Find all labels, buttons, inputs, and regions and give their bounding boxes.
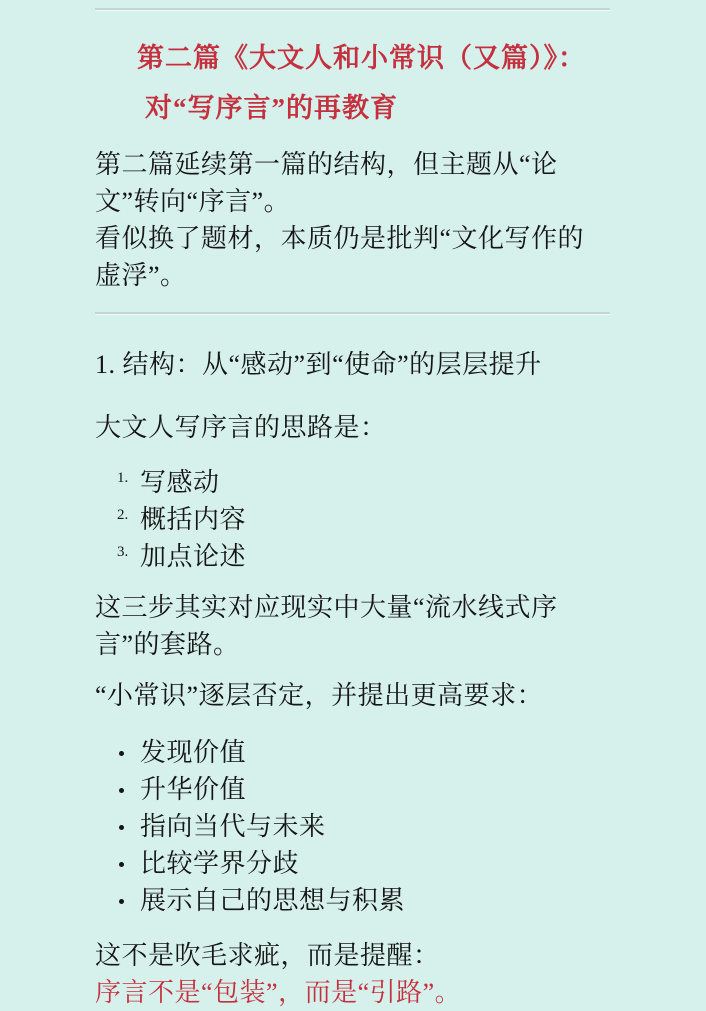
steps-list	[95, 464, 610, 575]
requirements-list	[95, 734, 610, 919]
list-number: 2.	[117, 507, 129, 523]
section-heading: 1. 结构：从“感动”到“使命”的层层提升	[95, 350, 542, 379]
list-item-label: 写感动	[140, 468, 220, 497]
bullet-dot-icon	[119, 862, 124, 867]
intro-paragraph	[95, 146, 610, 294]
bullet-dot-icon	[119, 788, 124, 793]
bullet-dot-icon	[119, 751, 124, 756]
closing-reminder: 这不是吹毛求疵，而是提醒：	[95, 941, 440, 970]
bullet-dot-icon	[119, 825, 124, 830]
intro-sentence-1: 第二篇延续第一篇的结构，但主题从“论文”转向“序言”。	[95, 150, 558, 216]
list-item	[95, 882, 610, 919]
list-item-label: 指向当代与未来	[140, 812, 326, 841]
list-item	[95, 464, 610, 501]
list-item	[95, 501, 610, 538]
article-title	[95, 38, 610, 128]
list-item-label: 展示自己的思想与积累	[140, 886, 406, 915]
article-title-line1: 第二篇《大文人和小常识（又篇）》：	[137, 43, 586, 73]
top-divider	[95, 8, 610, 10]
list-item-label: 加点论述	[140, 542, 247, 571]
list-item-label: 概括内容	[140, 505, 247, 534]
list-item	[95, 808, 610, 845]
list-item-label: 发现价值	[140, 738, 247, 767]
list-number: 3.	[117, 544, 129, 560]
list-item-label: 比较学界分歧	[140, 849, 300, 878]
steps-lead: 大文人写序言的思路是：	[95, 413, 387, 442]
steps-comment: 这三步其实对应现实中大量“流水线式序言”的套路。	[95, 593, 558, 659]
article-title-line2: 对“写序言”的再教育	[145, 93, 398, 123]
list-item	[95, 845, 610, 882]
requirements-lead: “小常识”逐层否定，并提出更高要求：	[95, 681, 544, 710]
list-number: 1.	[117, 470, 129, 486]
closing-highlight: 序言不是“包装”，而是“引路”。	[95, 978, 462, 1007]
section-divider	[95, 312, 610, 314]
bullet-dot-icon	[119, 899, 124, 904]
intro-sentence-2: 看似换了题材，本质仍是批判“文化写作的虚浮”。	[95, 224, 585, 290]
list-item-label: 升华价值	[140, 775, 247, 804]
list-item	[95, 771, 610, 808]
list-item	[95, 734, 610, 771]
list-item	[95, 538, 610, 575]
